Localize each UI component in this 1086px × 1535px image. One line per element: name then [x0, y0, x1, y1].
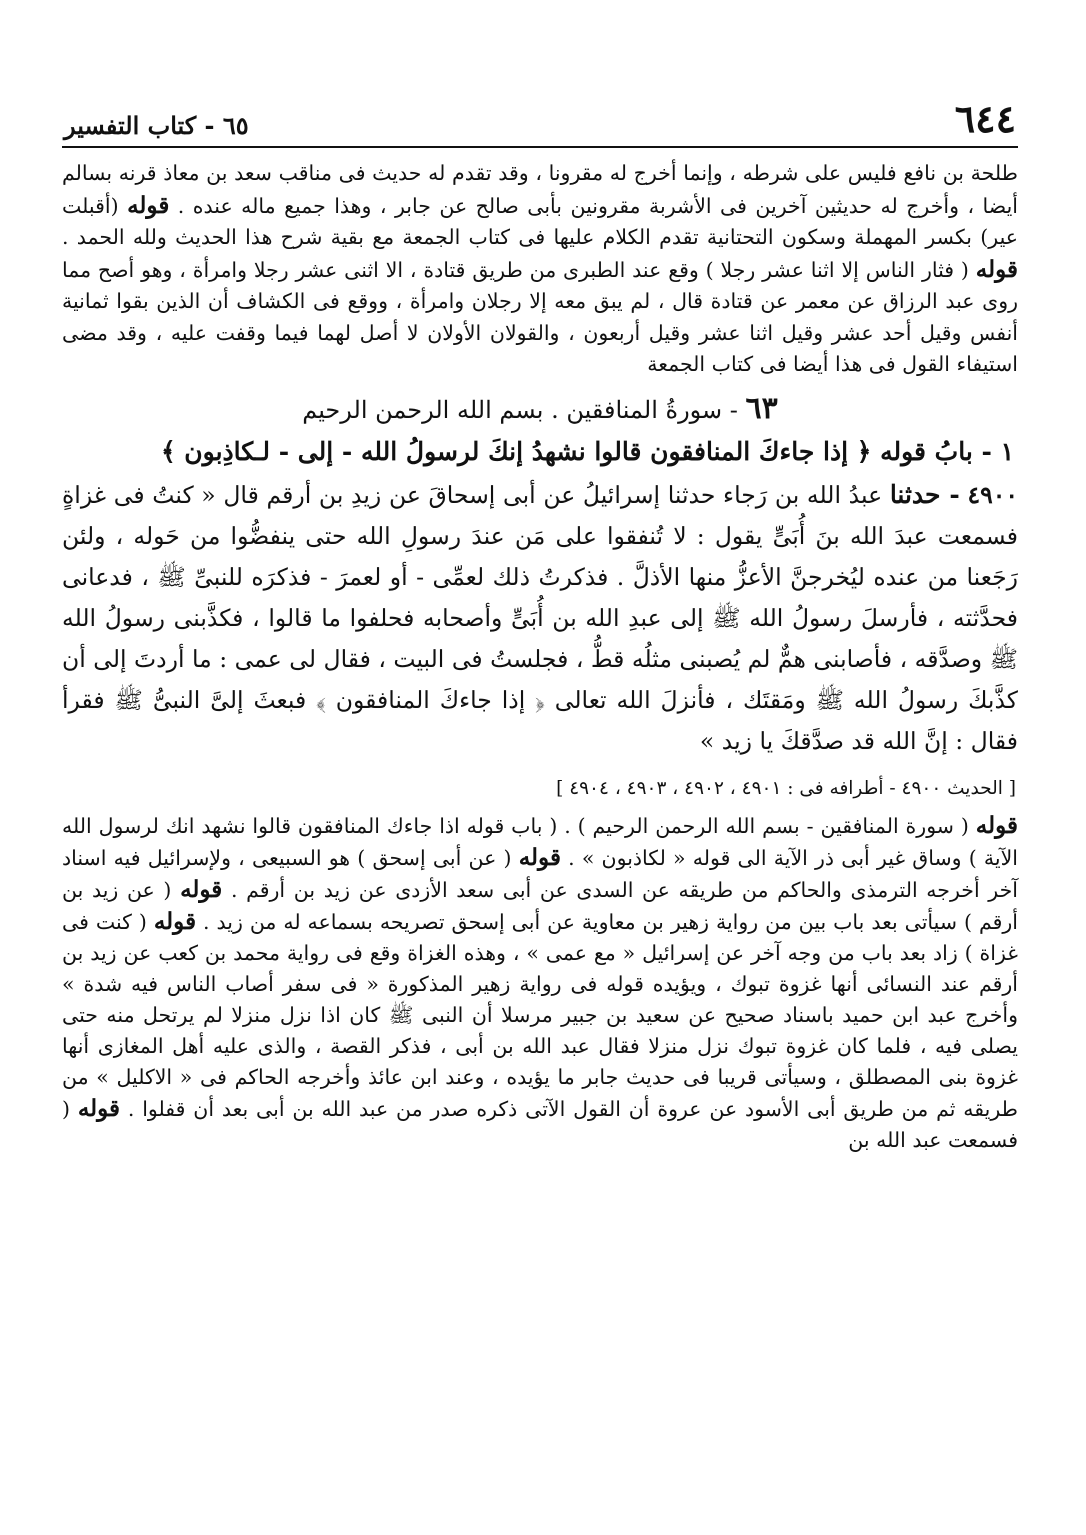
qawluhu-marker: قوله [518, 843, 561, 871]
commentary-text: ( عن أبى إسحق ) هو السبيعى ، ولإسرائيل فيه اسناد آخر أخرجه الترمذى والحاكم من طريقه عن السدى عن أبى سعد الأزدى عن زيد بن أرقم . [62, 845, 1018, 902]
hadith-number: ٤٩٠٠ [967, 480, 1018, 509]
commentary-text: ( فسمعت عبد الله بن [62, 1096, 1018, 1152]
qawluhu-marker: قوله [975, 255, 1018, 283]
commentary-text: طلحة بن نافع فليس على شرطه ، وإنما أخرج له مقرونا ، وقد تقدم له حديث فى مناقب سعد بن معاذ قرنه بسالم أيضا ، وأخرج له حديثين آخرين فى الأشربة مقرونين بأبى صالح عن جابر ، وهذا جميع ماله عنده . [62, 161, 1018, 218]
qawluhu-marker: قوله [153, 907, 197, 935]
commentary-text: (أقبلت عير) بكسر المهملة وسكون التحتانية تقدم الكلام عليها فى كتاب الجمعة مع بقية شرح هذا الحديث ولله الحمد . [62, 193, 1018, 249]
qawluhu-marker: قوله [180, 875, 223, 903]
commentary-paragraph [62, 158, 1018, 381]
qawluhu-marker: قوله [77, 1094, 121, 1122]
hadith-references: [ الحديث ٤٩٠٠ - أطرافه فى : ٤٩٠١ ، ٤٩٠٢ ، ٤٩٠٣ ، ٤٩٠٤ ] [556, 777, 1016, 799]
book-page [62, 78, 1018, 1515]
surah-title [62, 391, 1018, 428]
commentary-text: ( فثار الناس إلا اثنا عشر رجلا ) وقع عند الطبرى من طريق قتادة ، الا اثنى عشر رجلا وامرأة ، وهو أصح مما روى عبد الرزاق عن معمر عن قتادة قال ، لم يبق معه إلا رجلان وامرأة ، ووقع فى الكشاف أن الذين بقوا ثمانية أنفس وقيل أحد عشر وقيل اثنا عشر وقيل أربعون ، والقولان الأولان لا أصل لهما فيما وقفت عليه ، وقد مضى استيفاء القول فى هذا أيضا فى كتاب الجمعة [62, 257, 1018, 376]
surah-number: ٦٣ [745, 390, 778, 426]
hadith-body: عبدُ الله بن رَجاء حدثنا إسرائيلُ عن أبى إسحاقَ عن زيدِ بن أرقم قال « كنتُ فى غزاةٍ فسمعت عبدَ الله بنَ أُبَىٍّ يقول : لا تُنفقوا على مَن عندَ رسولِ الله حتى ينفضُّوا من حَوله ، ولئن رَجَعنا من عنده ليُخرجنَّ الأعزُّ منها الأذلَّ . فذكرتُ ذلك لعمِّى - أو لعمرَ - فذكرَه للنبىِّ ﷺ ، فدعانى فحدَّثته ، فأرسلَ رسولُ الله ﷺ إلى عبدِ الله بن أُبَىٍّ وأصحابه فحلفوا ما قالوا ، فكذَّبنى رسولُ الله ﷺ وصدَّقه ، فأصابنى همٌّ لم يُصبنى مثلُه قطُّ ، فجلستُ فى البيت ، فقال لى عمى : ما أردتَ إلى أن كذَّبكَ رسولُ الله ﷺ ومَقتَك ، فأنزلَ الله تعالى ﴿ إذا جاءكَ المنافقون ﴾ فبعثَ إلىَّ النبىُّ ﷺ فقرأ فقال : إنَّ الله قد صدَّقكَ يا زيد » [62, 480, 1018, 755]
chapter-heading: ١ - بابُ قوله ﴿ إذا جاءكَ المنافقون قالوا نشهدُ إنكَ لرسولُ الله - إلى - لـكاذِبون ﴾ [160, 436, 1014, 466]
running-title: ٦٥ - كتاب التفسير [64, 111, 249, 140]
page-header [62, 78, 1018, 148]
qawluhu-marker: قوله [975, 811, 1018, 839]
page-number: ٦٤٤ [954, 96, 1016, 141]
commentary-paragraph [62, 810, 1018, 1156]
commentary-text: ( عن زيد بن أرقم ) سيأتى بعد باب بين من رواية زهير بن معاوية عن أبى إسحق تصريحه بسماعه له من زيد . [62, 877, 1018, 934]
surah-name: - سورةُ المنافقين . بسم الله الرحمن الرحيم [302, 395, 738, 424]
commentary-text: ( سورة المنافقين - بسم الله الرحمن الرحيم ) . ( باب قوله اذا جاءك المنافقون قالوا نشهد انك لرسول الله الآية ) وساق غير أبى ذر الآية الى قوله « لكاذبون » . [62, 813, 1018, 870]
hadith-text [62, 474, 1018, 762]
haddathana-marker: - حدثنا [889, 479, 960, 509]
qawluhu-marker: قوله [127, 191, 170, 219]
commentary-text: ( كنت فى غزاة ) زاد بعد باب من وجه آخر عن إسرائيل « مع عمى » ، وهذه الغزاة وقع فى رواية محمد بن كعب عن زيد بن أرقم عند النسائى أنها غزوة تبوك ، ويؤيده قوله فى رواية زهير المذكورة « فى سفر أصاب الناس فيه شدة » وأخرج عبد ابن حميد باسناد صحيح عن سعيد بن جبير مرسلا أن النبى ﷺ كان اذا نزل منزلا لم يرتحل منه حتى يصلى فيه ، فلما كان غزوة تبوك نزل منزلا فقال عبد الله بن أبى ، فذكر القصة ، والذى عليه أهل المغازى أنها غزوة بنى المصطلق ، وسيأتى قريبا فى حديث جابر ما يؤيده ، وعند ابن عائذ وأخرجه الحاكم فى « الاكليل » من طريقه ثم من طريق أبى الأسود عن عروة أن القول الآتى ذكره صدر من عبد الله بن أبى بعد أن قفلوا . [62, 909, 1018, 1121]
